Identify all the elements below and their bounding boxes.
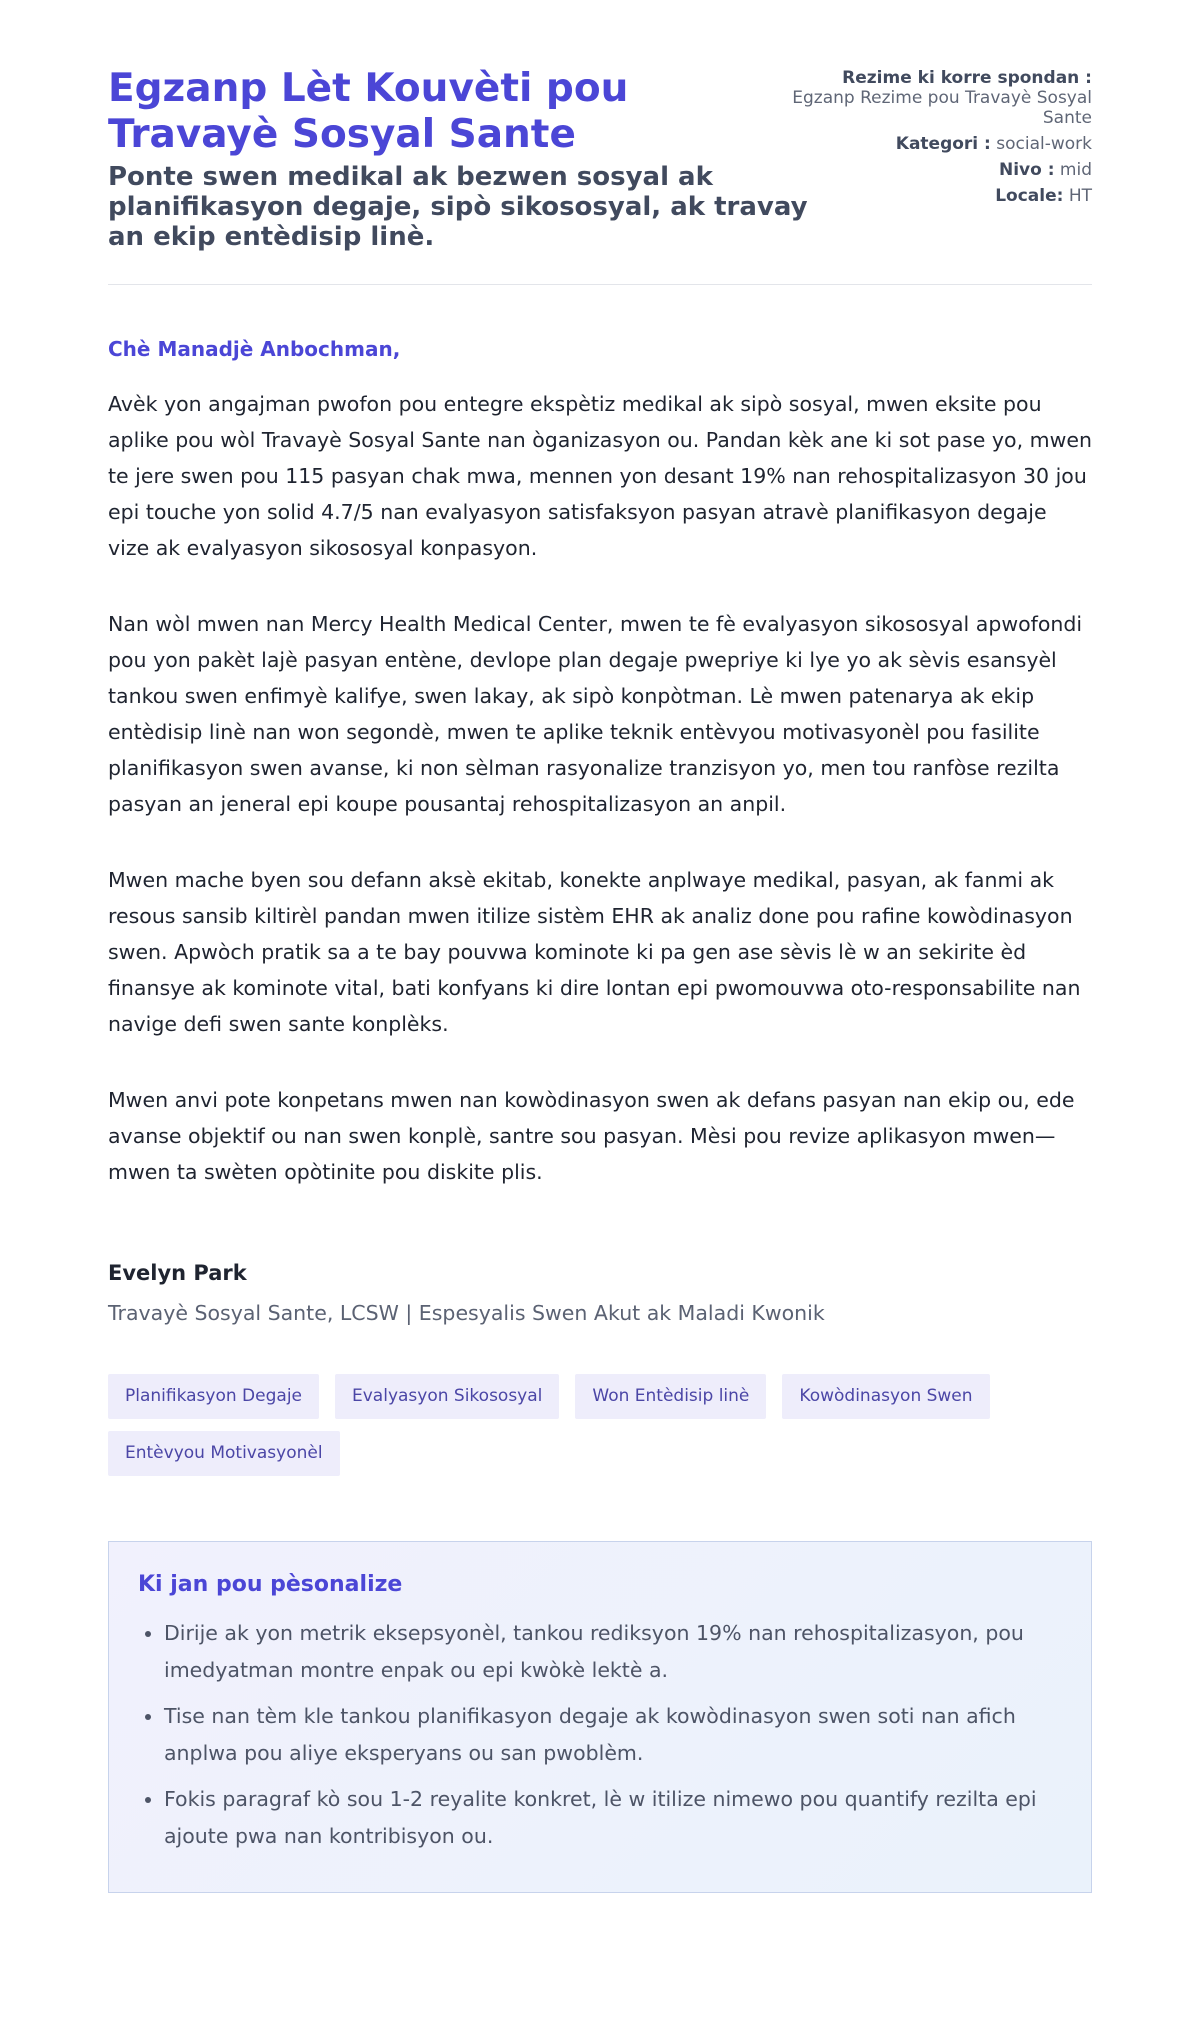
letter-paragraph: Mwen mache byen sou defann aksè ekitab, konekte anplwaye medikal, pasyan, ak fanmi ak resous sansib kiltirèl pandan mwen itilize sistèm EHR ak analiz done pou rafine kowòdinasyon swen. Apwòch pratik sa a te bay pouvwa kominote ki pa gen ase sèvis lè w an sekirite èd finansye ak kominote vital, bati konfyans ki dire lontan epi pwomouvwa oto-responsabilite nan navige defi swen sante konplèks. [108, 868, 1081, 1036]
skill-tag: Won Entèdisip linè [575, 1374, 766, 1419]
meta-locale [792, 186, 1092, 206]
signature-title: Travayè Sosyal Sante, LCSW | Espesyalis Swen Akut ak Maladi Kwonik [108, 1301, 825, 1325]
meta-locale-label: Locale: [995, 186, 1064, 206]
skill-tag: Evalyasyon Sikososyal [335, 1374, 559, 1419]
meta-resume-link[interactable]: Egzanp Rezime pou Travayè Sosyal Sante [792, 88, 1092, 128]
tips-title: Ki jan pou pèsonalize [138, 1572, 403, 1597]
tip-item: • Tise nan tèm kle tankou planifikasyon degaje ak kowòdinasyon swen soti nan afich anplwa pou aliye eksperyans ou san pwoblèm. [164, 1698, 1061, 1772]
skill-tags [108, 1374, 1008, 1476]
meta-panel [792, 68, 1092, 212]
signature-name: Evelyn Park [108, 1261, 247, 1285]
skill-tag: Kowòdinasyon Swen [782, 1374, 989, 1419]
meta-resume [792, 68, 1092, 128]
letter-paragraph: Avèk yon angajman pwofon pou entegre ekspètiz medikal ak sipò sosyal, mwen eksite pou aplike pou wòl Travayè Sosyal Sante nan òganizasyon ou. Pandan kèk ane ki sot pase yo, mwen te jere swen pou 115 pasyan chak mwa, mennen yon desant 19% nan rehospitalizasyon 30 jou epi touche yon solid 4.7/5 nan evalyasyon satisfaksyon pasyan atravè planifikasyon degaje vize ak evalyasyon sikososyal konpasyon. [108, 392, 1092, 560]
letter-salutation: Chè Manadjè Anbochman, [108, 337, 401, 361]
meta-resume-label: Rezime ki korre spondan : [842, 68, 1092, 88]
page-subtitle: Ponte swen medikal ak bezwen sosyal ak planifikasyon degaje, sipò sikososyal, ak travay an ekip entèdisip linè. [108, 162, 808, 252]
skill-tag: Entèvyou Motivasyonèl [108, 1431, 340, 1476]
meta-level-value: mid [1059, 160, 1092, 180]
meta-category-value: social-work [996, 134, 1092, 154]
tip-item: • Fokis paragraf kò sou 1-2 reyalite konkret, lè w itilize nimewo pou quantify rezilta epi ajoute pwa nan kontribisyon ou. [164, 1781, 1061, 1855]
tip-item: • Dirije ak yon metrik eksepsyonèl, tankou rediksyon 19% nan rehospitalizasyon, pou imedyatman montre enpak ou epi kwòkè lektè a. [164, 1615, 1061, 1689]
meta-locale-value: HT [1068, 186, 1092, 206]
meta-category [792, 134, 1092, 154]
customization-tips-box [108, 1541, 1092, 1893]
letter-paragraph: Mwen anvi pote konpetans mwen nan kowòdinasyon swen ak defans pasyan nan ekip ou, ede avanse objektif ou nan swen konplè, santre sou pasyan. Mèsi pou revize aplikasyon mwen—mwen ta swèten opòtinite pou diskite plis. [108, 1088, 1075, 1184]
meta-category-label: Kategori : [895, 134, 991, 154]
skill-tag: Planifikasyon Degaje [108, 1374, 319, 1419]
letter-paragraph: Nan wòl mwen nan Mercy Health Medical Center, mwen te fè evalyasyon sikososyal apwofondi pou yon pakèt lajè pasyan entène, devlope plan degaje pwepriye ki lye yo ak sèvis esansyèl tankou swen enfimyè kalifye, swen lakay, ak sipò konpòtman. Lè mwen patenarya ak ekip entèdisip linè nan won segondè, mwen te aplike teknik entèvyou motivasyonèl pou fasilite planifikasyon swen avanse, ki non sèlman rasyonalize tranzisyon yo, men tou ranfòse rezilta pasyan an jeneral epi koupe pousantaj rehospitalizasyon an anpil. [108, 612, 1083, 816]
letter-body [108, 386, 1092, 1190]
meta-level-label: Nivo : [998, 160, 1055, 180]
tips-list [138, 1615, 1061, 1855]
page-header [108, 66, 1092, 285]
page-title: Egzanp Lèt Kouvèti pou Travayè Sosyal Sante [108, 66, 629, 157]
meta-level [792, 160, 1092, 180]
